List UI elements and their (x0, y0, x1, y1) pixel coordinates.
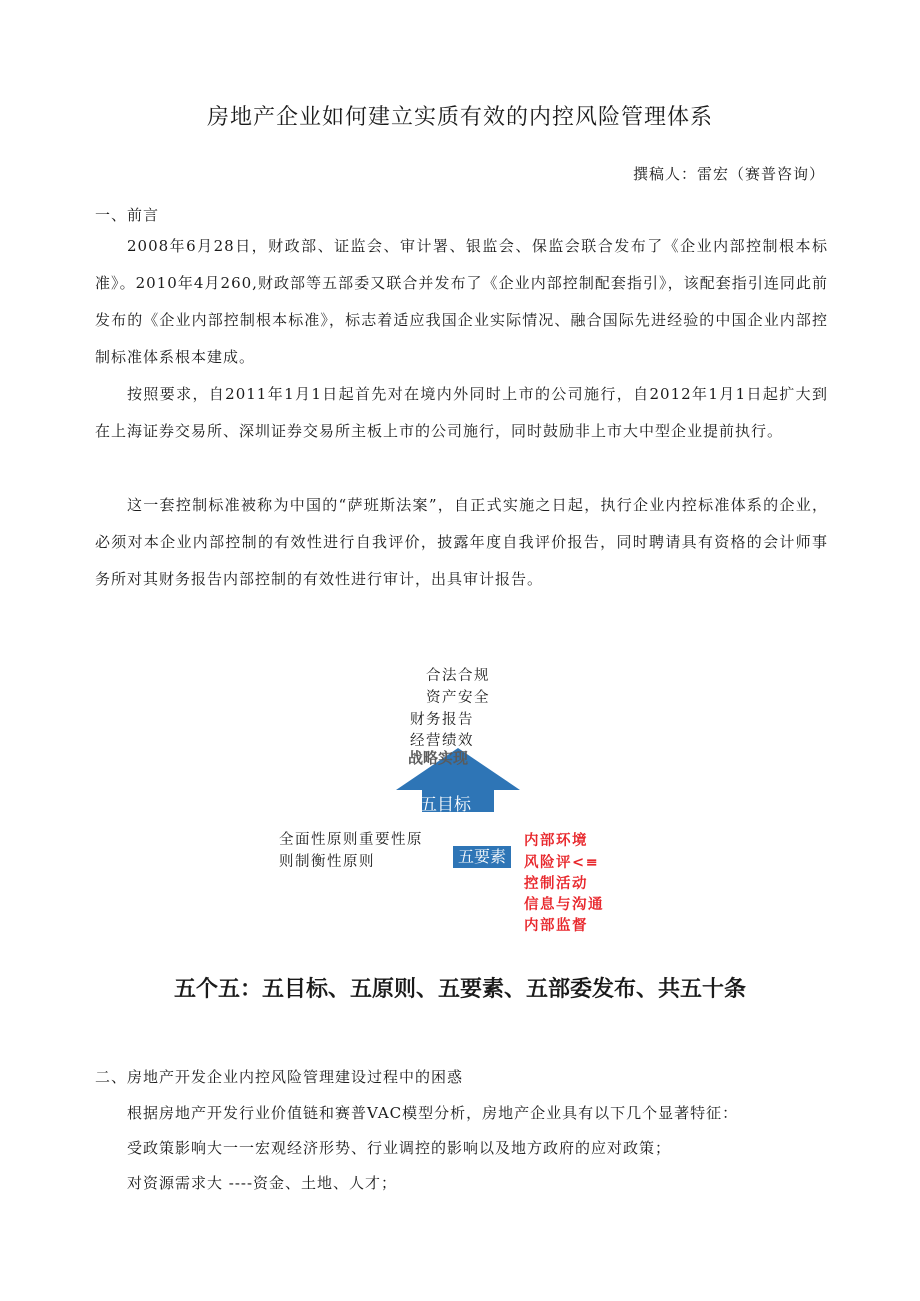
paragraph: 这一套控制标准被称为中国的“萨班斯法案”，自正式实施之日起，执行企业内控标准体系的企业，必须对本企业内部控制的有效性进行自我评价，披露年度自我评价报告，同时聘请具有资格的会计师事务所对其财务报告内部控制的有效性进行审计，出具审计报告。 (95, 496, 828, 588)
section-heading-preface: 一、前言 (95, 206, 160, 224)
goal-item: 合法合规 (426, 668, 490, 684)
goal-item: 财务报告 (410, 712, 474, 728)
paragraph-line: 根据房地产开发行业价值链和赛普VAC模型分析，房地产企业具有以下几个显著特征： (127, 1104, 739, 1122)
author-line: 撰稿人：雷宏（赛普咨询） (632, 165, 825, 183)
paragraph: 按照要求，自2011年1月1日起首先对在境内外同时上市的公司施行，自2012年1月1日起扩大到在上海证券交易所、深圳证券交易所主板上市的公司施行，同时鼓励非上市大中型企业提前执行。 (95, 385, 828, 440)
element-item: 信息与沟通 (524, 896, 604, 913)
goal-item: 经营绩效 (410, 733, 474, 749)
element-item: 内部环境 (524, 832, 588, 849)
element-item: 风险评<≡ (524, 854, 600, 871)
paragraph: 2008年6月28日，财政部、证监会、审计署、银监会、保监会联合发布了《企业内部控制根本标准》。2010年4月260,财政部等五部委又联合并发布了《企业内部控制配套指引》，该配套指引连同此前发布的《企业内部控制根本标准》，标志着适应我国企业实际情况、融合国际先进经验的中国企业内部控制标准体系根本建成。 (95, 237, 828, 366)
principles-line: 全面性原则重要性原 (279, 832, 423, 848)
section-heading-challenges: 二、房地产开发企业内控风险管理建设过程中的困惑 (95, 1068, 464, 1086)
goals-label: 五目标 (420, 795, 471, 815)
elements-label: 五要素 (453, 846, 511, 868)
goal-item: 资产安全 (426, 690, 490, 706)
paragraph-line: 受政策影响大一一宏观经济形势、行业调控的影响以及地方政府的应对政策； (127, 1139, 672, 1157)
summary-heading: 五个五：五目标、五原则、五要素、五部委发布、共五十条 (173, 977, 746, 1002)
element-item: 控制活动 (524, 875, 588, 892)
goal-item-strategy: 战略实现 (408, 749, 469, 767)
element-item: 内部监督 (524, 917, 588, 934)
principles-line: 则制衡性原则 (279, 854, 375, 870)
paragraph-line: 对资源需求大 ----资金、土地、人才； (127, 1174, 398, 1192)
page-title: 房地产企业如何建立实质有效的内控风险管理体系 (206, 105, 713, 130)
